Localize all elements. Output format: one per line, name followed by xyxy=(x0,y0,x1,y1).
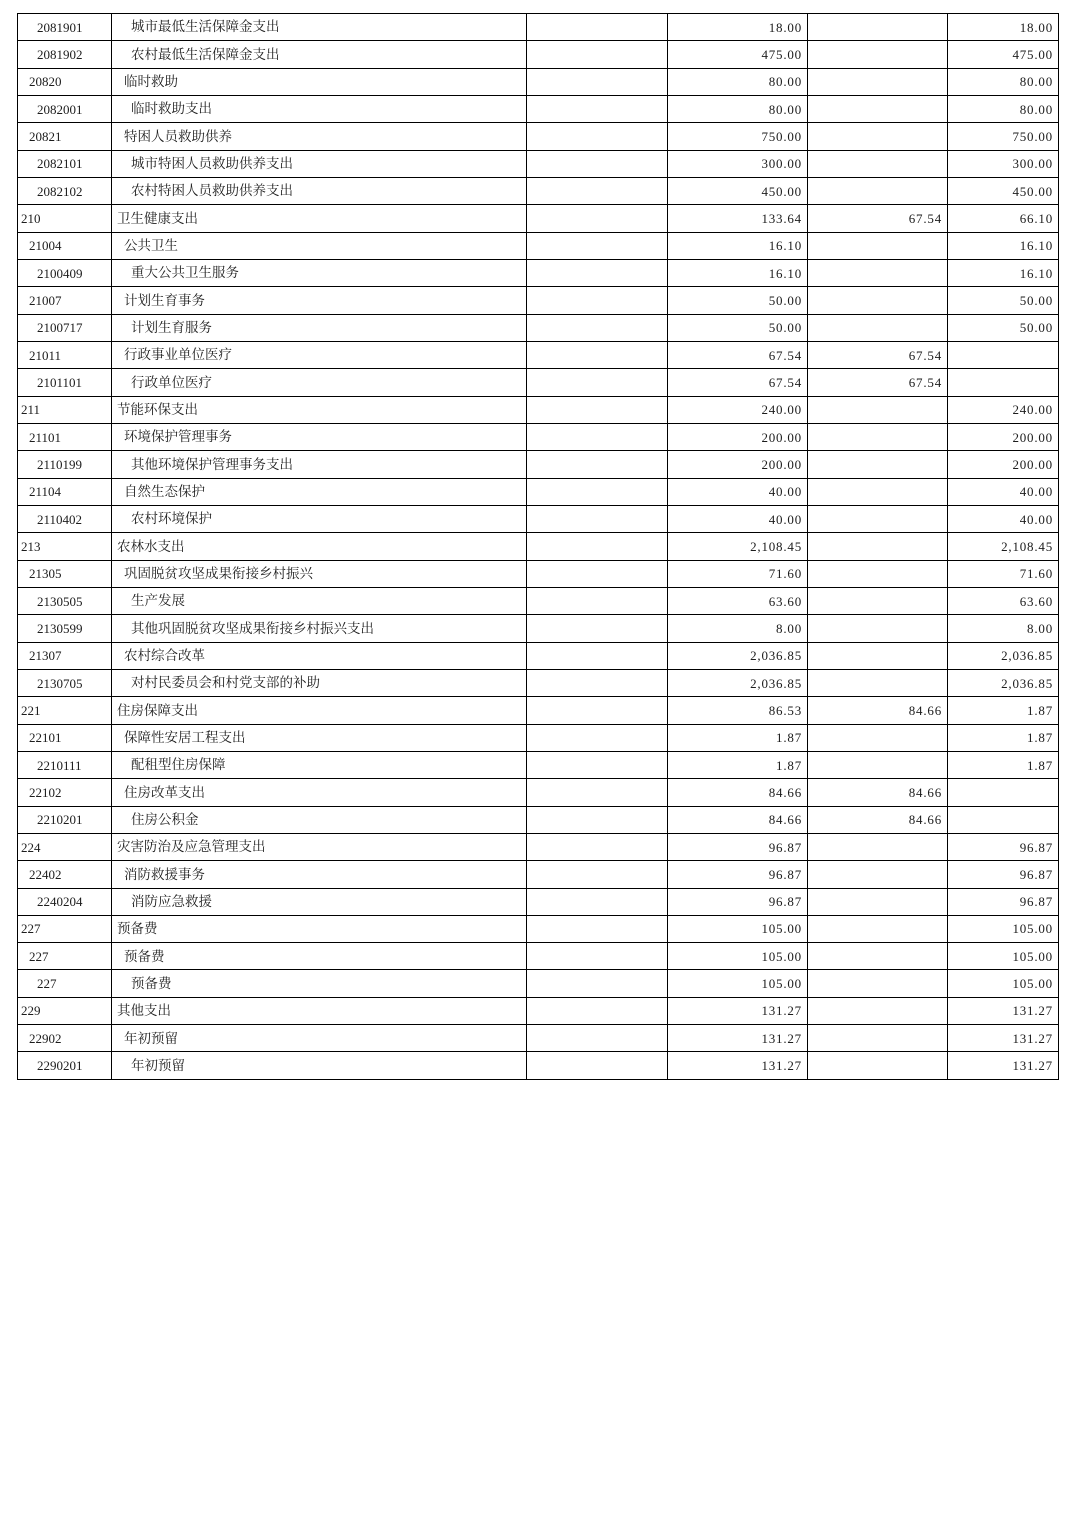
code-cell: 22902 xyxy=(18,1025,112,1051)
amount-cell-3: 131.27 xyxy=(1012,1003,1053,1019)
code-cell: 22101 xyxy=(18,725,112,751)
amount-cell-3: 105.00 xyxy=(1012,948,1053,964)
name-cell: 城市特困人员救助供养支出 xyxy=(112,151,527,177)
amount-cell-1: 2,036.85 xyxy=(668,643,808,669)
name-cell: 计划生育事务 xyxy=(112,287,527,313)
blank-cell xyxy=(527,725,668,751)
code-cell: 2082101 xyxy=(18,151,112,177)
table-row xyxy=(18,561,1058,588)
code-cell: 20821 xyxy=(18,123,112,149)
name-cell: 消防救援事务 xyxy=(112,861,527,887)
amount-cell-2: 84.66 xyxy=(808,779,948,805)
amount-cell-2 xyxy=(808,151,948,177)
code-cell: 22402 xyxy=(18,861,112,887)
amount-cell-3: 450.00 xyxy=(1012,183,1053,199)
amount-cell-2 xyxy=(808,725,948,751)
name-cell: 公共卫生 xyxy=(112,233,527,259)
amount-cell-2 xyxy=(808,998,948,1024)
amount-cell-2 xyxy=(808,123,948,149)
table-row xyxy=(18,1052,1058,1078)
amount-cell-1: 131.27 xyxy=(668,1052,808,1078)
table-row xyxy=(18,205,1058,232)
code-cell: 21011 xyxy=(18,342,112,368)
table-row xyxy=(18,41,1058,68)
amount-cell-2 xyxy=(808,479,948,505)
code-cell: 2082001 xyxy=(18,96,112,122)
amount-cell-1: 200.00 xyxy=(668,424,808,450)
amount-cell-1: 131.27 xyxy=(668,1025,808,1051)
amount-cell-2 xyxy=(808,451,948,477)
code-cell: 21101 xyxy=(18,424,112,450)
amount-cell-3: 96.87 xyxy=(1019,839,1053,855)
code-cell: 224 xyxy=(18,834,112,860)
blank-cell xyxy=(527,998,668,1024)
amount-cell-1: 40.00 xyxy=(668,479,808,505)
blank-cell xyxy=(527,807,668,833)
code-cell: 229 xyxy=(18,998,112,1024)
name-cell: 重大公共卫生服务 xyxy=(112,260,527,286)
amount-cell-3: 2,036.85 xyxy=(1001,648,1053,664)
blank-cell xyxy=(527,287,668,313)
blank-cell xyxy=(527,561,668,587)
table-row xyxy=(18,69,1058,96)
amount-cell-1: 16.10 xyxy=(668,233,808,259)
name-cell: 预备费 xyxy=(112,916,527,942)
blank-cell xyxy=(527,123,668,149)
code-cell: 221 xyxy=(18,697,112,723)
amount-cell-2 xyxy=(808,260,948,286)
table-row xyxy=(18,779,1058,806)
amount-cell-1: 96.87 xyxy=(668,834,808,860)
code-cell: 21307 xyxy=(18,643,112,669)
amount-cell-1: 50.00 xyxy=(668,287,808,313)
amount-cell-1: 80.00 xyxy=(668,96,808,122)
amount-cell-3: 40.00 xyxy=(1019,511,1053,527)
blank-cell xyxy=(527,943,668,969)
name-cell: 卫生健康支出 xyxy=(112,205,527,231)
amount-cell-1: 50.00 xyxy=(668,315,808,341)
amount-cell-2 xyxy=(808,424,948,450)
amount-cell-2 xyxy=(808,96,948,122)
name-cell: 住房公积金 xyxy=(112,807,527,833)
amount-cell-3: 80.00 xyxy=(1019,74,1053,90)
amount-cell-2 xyxy=(808,397,948,423)
blank-cell xyxy=(527,151,668,177)
table-row xyxy=(18,260,1058,287)
blank-cell xyxy=(527,779,668,805)
amount-cell-1: 750.00 xyxy=(668,123,808,149)
blank-cell xyxy=(527,96,668,122)
amount-cell-1: 2,108.45 xyxy=(668,533,808,559)
blank-cell xyxy=(527,14,668,40)
amount-cell-1: 105.00 xyxy=(668,943,808,969)
code-cell: 2110199 xyxy=(18,451,112,477)
amount-cell-2 xyxy=(808,287,948,313)
blank-cell xyxy=(527,1025,668,1051)
blank-cell xyxy=(527,861,668,887)
name-cell: 自然生态保护 xyxy=(112,479,527,505)
code-cell: 227 xyxy=(18,970,112,996)
amount-cell-2 xyxy=(808,1052,948,1078)
amount-cell-3: 50.00 xyxy=(1019,292,1053,308)
amount-cell-1: 67.54 xyxy=(668,342,808,368)
table-row xyxy=(18,916,1058,943)
blank-cell xyxy=(527,889,668,915)
amount-cell-3: 71.60 xyxy=(1019,566,1053,582)
blank-cell xyxy=(527,670,668,696)
amount-cell-2 xyxy=(808,533,948,559)
table-row xyxy=(18,615,1058,642)
blank-cell xyxy=(527,233,668,259)
table-row xyxy=(18,970,1058,997)
name-cell: 农村特困人员救助供养支出 xyxy=(112,178,527,204)
name-cell: 节能环保支出 xyxy=(112,397,527,423)
code-cell: 2130505 xyxy=(18,588,112,614)
amount-cell-1: 240.00 xyxy=(668,397,808,423)
name-cell: 年初预留 xyxy=(112,1052,527,1078)
blank-cell xyxy=(527,397,668,423)
amount-cell-2 xyxy=(808,14,948,40)
table-row xyxy=(18,424,1058,451)
amount-cell-3 xyxy=(948,369,1058,395)
table-row xyxy=(18,943,1058,970)
table-row xyxy=(18,451,1058,478)
amount-cell-1: 86.53 xyxy=(668,697,808,723)
table-row xyxy=(18,752,1058,779)
amount-cell-3: 40.00 xyxy=(1019,484,1053,500)
code-cell: 213 xyxy=(18,533,112,559)
name-cell: 其他支出 xyxy=(112,998,527,1024)
table-row xyxy=(18,123,1058,150)
name-cell: 行政事业单位医疗 xyxy=(112,342,527,368)
name-cell: 灾害防治及应急管理支出 xyxy=(112,834,527,860)
amount-cell-2 xyxy=(808,615,948,641)
amount-cell-1: 300.00 xyxy=(668,151,808,177)
amount-cell-3: 300.00 xyxy=(1012,156,1053,172)
amount-cell-2 xyxy=(808,670,948,696)
code-cell: 2130599 xyxy=(18,615,112,641)
table-row xyxy=(18,834,1058,861)
amount-cell-2 xyxy=(808,752,948,778)
name-cell: 生产发展 xyxy=(112,588,527,614)
name-cell: 环境保护管理事务 xyxy=(112,424,527,450)
amount-cell-1: 40.00 xyxy=(668,506,808,532)
blank-cell xyxy=(527,424,668,450)
blank-cell xyxy=(527,1052,668,1078)
table-row xyxy=(18,233,1058,260)
blank-cell xyxy=(527,69,668,95)
amount-cell-2 xyxy=(808,970,948,996)
table-row xyxy=(18,861,1058,888)
code-cell: 2210201 xyxy=(18,807,112,833)
amount-cell-3: 131.27 xyxy=(1012,1030,1053,1046)
table-row xyxy=(18,287,1058,314)
code-cell: 2240204 xyxy=(18,889,112,915)
amount-cell-3 xyxy=(948,779,1058,805)
code-cell: 2082102 xyxy=(18,178,112,204)
code-cell: 227 xyxy=(18,943,112,969)
name-cell: 农村环境保护 xyxy=(112,506,527,532)
amount-cell-2: 67.54 xyxy=(808,342,948,368)
amount-cell-2 xyxy=(808,861,948,887)
blank-cell xyxy=(527,615,668,641)
table-row xyxy=(18,670,1058,697)
name-cell: 临时救助支出 xyxy=(112,96,527,122)
name-cell: 其他环境保护管理事务支出 xyxy=(112,451,527,477)
blank-cell xyxy=(527,506,668,532)
blank-cell xyxy=(527,315,668,341)
code-cell: 21007 xyxy=(18,287,112,313)
name-cell: 预备费 xyxy=(112,970,527,996)
amount-cell-2: 67.54 xyxy=(808,205,948,231)
name-cell: 保障性安居工程支出 xyxy=(112,725,527,751)
code-cell: 2100409 xyxy=(18,260,112,286)
amount-cell-3 xyxy=(948,342,1058,368)
name-cell: 年初预留 xyxy=(112,1025,527,1051)
amount-cell-1: 18.00 xyxy=(668,14,808,40)
table-row xyxy=(18,1025,1058,1052)
name-cell: 预备费 xyxy=(112,943,527,969)
table-row xyxy=(18,889,1058,916)
name-cell: 其他巩固脱贫攻坚成果衔接乡村振兴支出 xyxy=(112,615,527,641)
amount-cell-1: 16.10 xyxy=(668,260,808,286)
amount-cell-3: 200.00 xyxy=(1012,456,1053,472)
blank-cell xyxy=(527,916,668,942)
blank-cell xyxy=(527,533,668,559)
amount-cell-3: 2,036.85 xyxy=(1001,675,1053,691)
amount-cell-1: 1.87 xyxy=(668,752,808,778)
amount-cell-2 xyxy=(808,41,948,67)
code-cell: 2210111 xyxy=(18,752,112,778)
code-cell: 2290201 xyxy=(18,1052,112,1078)
table-row xyxy=(18,998,1058,1025)
code-cell: 227 xyxy=(18,916,112,942)
table-row xyxy=(18,697,1058,724)
amount-cell-3: 200.00 xyxy=(1012,429,1053,445)
amount-cell-1: 84.66 xyxy=(668,807,808,833)
amount-cell-2 xyxy=(808,834,948,860)
blank-cell xyxy=(527,205,668,231)
table-row xyxy=(18,315,1058,342)
code-cell: 2081902 xyxy=(18,41,112,67)
table-row xyxy=(18,506,1058,533)
name-cell: 农村最低生活保障金支出 xyxy=(112,41,527,67)
blank-cell xyxy=(527,260,668,286)
amount-cell-1: 475.00 xyxy=(668,41,808,67)
name-cell: 临时救助 xyxy=(112,69,527,95)
amount-cell-1: 84.66 xyxy=(668,779,808,805)
table-row xyxy=(18,14,1058,41)
code-cell: 211 xyxy=(18,397,112,423)
amount-cell-1: 2,036.85 xyxy=(668,670,808,696)
amount-cell-2 xyxy=(808,506,948,532)
name-cell: 住房保障支出 xyxy=(112,697,527,723)
amount-cell-2 xyxy=(808,315,948,341)
code-cell: 210 xyxy=(18,205,112,231)
blank-cell xyxy=(527,178,668,204)
amount-cell-2: 84.66 xyxy=(808,807,948,833)
amount-cell-1: 131.27 xyxy=(668,998,808,1024)
amount-cell-3: 18.00 xyxy=(1019,19,1053,35)
code-cell: 2110402 xyxy=(18,506,112,532)
table-row xyxy=(18,533,1058,560)
amount-cell-2 xyxy=(808,233,948,259)
name-cell: 住房改革支出 xyxy=(112,779,527,805)
name-cell: 特困人员救助供养 xyxy=(112,123,527,149)
amount-cell-2 xyxy=(808,643,948,669)
code-cell: 21004 xyxy=(18,233,112,259)
amount-cell-1: 96.87 xyxy=(668,889,808,915)
table-row xyxy=(18,807,1058,834)
amount-cell-2 xyxy=(808,588,948,614)
amount-cell-3: 96.87 xyxy=(1019,866,1053,882)
amount-cell-2 xyxy=(808,916,948,942)
amount-cell-3: 131.27 xyxy=(1012,1058,1053,1074)
code-cell: 21305 xyxy=(18,561,112,587)
amount-cell-1: 80.00 xyxy=(668,69,808,95)
amount-cell-3: 2,108.45 xyxy=(1001,538,1053,554)
blank-cell xyxy=(527,588,668,614)
amount-cell-1: 8.00 xyxy=(668,615,808,641)
name-cell: 巩固脱贫攻坚成果衔接乡村振兴 xyxy=(112,561,527,587)
table-row xyxy=(18,397,1058,424)
amount-cell-3: 475.00 xyxy=(1012,46,1053,62)
amount-cell-3: 96.87 xyxy=(1019,894,1053,910)
amount-cell-1: 1.87 xyxy=(668,725,808,751)
amount-cell-2 xyxy=(808,178,948,204)
amount-cell-2 xyxy=(808,69,948,95)
table-row xyxy=(18,178,1058,205)
amount-cell-3: 63.60 xyxy=(1019,593,1053,609)
table-row xyxy=(18,342,1058,369)
table-row xyxy=(18,96,1058,123)
amount-cell-3 xyxy=(948,807,1058,833)
amount-cell-1: 63.60 xyxy=(668,588,808,614)
amount-cell-2: 84.66 xyxy=(808,697,948,723)
table-row xyxy=(18,725,1058,752)
amount-cell-2 xyxy=(808,889,948,915)
amount-cell-1: 105.00 xyxy=(668,970,808,996)
code-cell: 22102 xyxy=(18,779,112,805)
name-cell: 消防应急救援 xyxy=(112,889,527,915)
code-cell: 2130705 xyxy=(18,670,112,696)
amount-cell-3: 1.87 xyxy=(1027,757,1053,773)
code-cell: 2081901 xyxy=(18,14,112,40)
name-cell: 城市最低生活保障金支出 xyxy=(112,14,527,40)
amount-cell-3: 750.00 xyxy=(1012,128,1053,144)
amount-cell-2 xyxy=(808,1025,948,1051)
table-row xyxy=(18,479,1058,506)
amount-cell-3: 1.87 xyxy=(1027,730,1053,746)
name-cell: 配租型住房保障 xyxy=(112,752,527,778)
table-row xyxy=(18,369,1058,396)
name-cell: 计划生育服务 xyxy=(112,315,527,341)
amount-cell-1: 105.00 xyxy=(668,916,808,942)
name-cell: 农林水支出 xyxy=(112,533,527,559)
table-row xyxy=(18,151,1058,178)
blank-cell xyxy=(527,451,668,477)
amount-cell-3: 240.00 xyxy=(1012,402,1053,418)
amount-cell-2 xyxy=(808,561,948,587)
amount-cell-2 xyxy=(808,943,948,969)
amount-cell-3: 105.00 xyxy=(1012,921,1053,937)
code-cell: 20820 xyxy=(18,69,112,95)
amount-cell-3: 16.10 xyxy=(1019,265,1053,281)
amount-cell-1: 133.64 xyxy=(668,205,808,231)
amount-cell-3: 50.00 xyxy=(1019,320,1053,336)
table-row xyxy=(18,588,1058,615)
amount-cell-1: 71.60 xyxy=(668,561,808,587)
amount-cell-3: 105.00 xyxy=(1012,976,1053,992)
blank-cell xyxy=(527,41,668,67)
code-cell: 21104 xyxy=(18,479,112,505)
amount-cell-2: 67.54 xyxy=(808,369,948,395)
budget-table xyxy=(17,13,1059,1080)
blank-cell xyxy=(527,970,668,996)
amount-cell-1: 67.54 xyxy=(668,369,808,395)
blank-cell xyxy=(527,697,668,723)
blank-cell xyxy=(527,342,668,368)
amount-cell-1: 450.00 xyxy=(668,178,808,204)
name-cell: 行政单位医疗 xyxy=(112,369,527,395)
name-cell: 对村民委员会和村党支部的补助 xyxy=(112,670,527,696)
blank-cell xyxy=(527,643,668,669)
amount-cell-3: 80.00 xyxy=(1019,101,1053,117)
blank-cell xyxy=(527,834,668,860)
amount-cell-1: 200.00 xyxy=(668,451,808,477)
name-cell: 农村综合改革 xyxy=(112,643,527,669)
amount-cell-3: 66.10 xyxy=(1019,210,1053,226)
amount-cell-3: 1.87 xyxy=(1027,702,1053,718)
blank-cell xyxy=(527,752,668,778)
blank-cell xyxy=(527,479,668,505)
code-cell: 2100717 xyxy=(18,315,112,341)
code-cell: 2101101 xyxy=(18,369,112,395)
amount-cell-3: 8.00 xyxy=(1027,620,1053,636)
table-row xyxy=(18,643,1058,670)
amount-cell-3: 16.10 xyxy=(1019,238,1053,254)
blank-cell xyxy=(527,369,668,395)
amount-cell-1: 96.87 xyxy=(668,861,808,887)
